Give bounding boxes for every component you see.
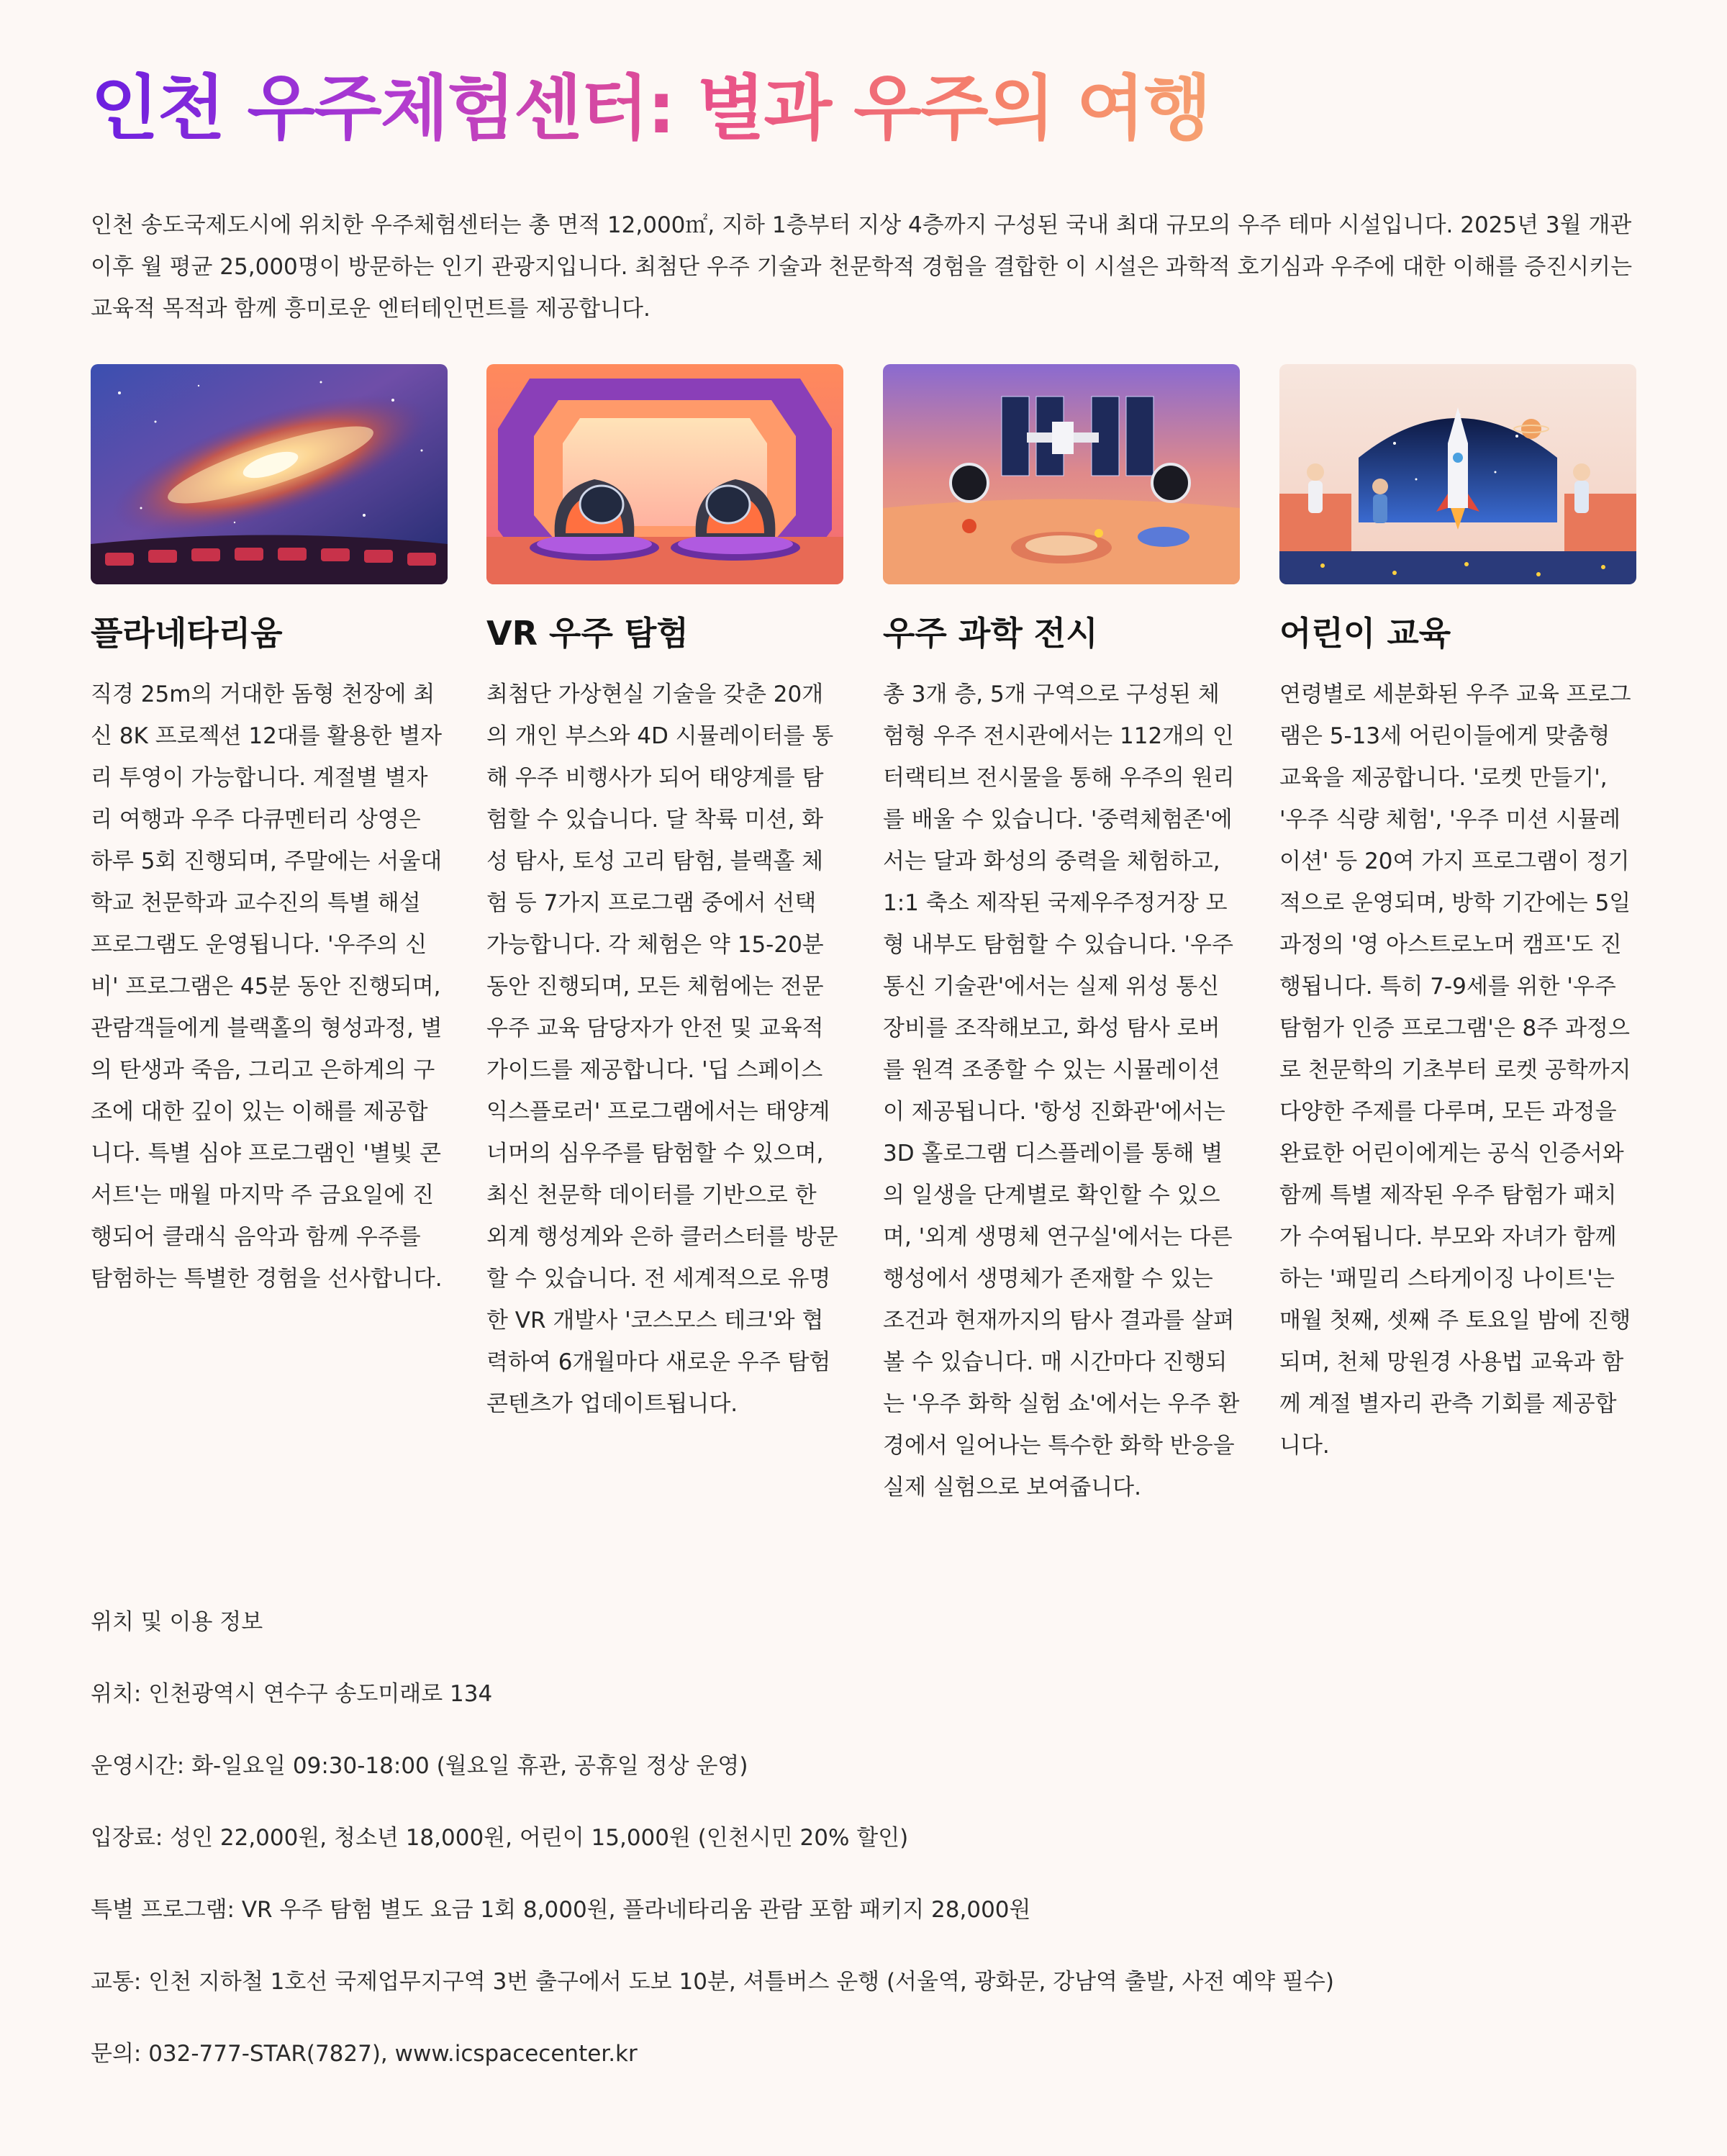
card-heading: VR 우주 탐험 [486,614,689,653]
info-heading: 위치 및 이용 정보 [91,1609,263,1635]
page-title: 인천 우주체험센터: 별과 우주의 여행 [91,62,1210,155]
feature-card-kids [1279,364,1636,1459]
info-special-programs: 특별 프로그램: VR 우주 탐험 별도 요금 1회 8,000원, 플라네타리움 관람 포함 패키지 28,000원 [91,1897,1031,1923]
card-heading: 플라네타리움 [91,614,283,653]
feature-card-planetarium [91,364,448,1292]
card-body: 최첨단 가상현실 기술을 갖춘 20개의 개인 부스와 4D 시뮬레이터를 통해 우주 비행사가 되어 태양계를 탐험할 수 있습니다. 달 착륙 미션, 화성 탐사, 토성 고리 탐험, 블랙홀 체험 등 7가지 프로그램 중에서 선택 가능합니다. 각 체험은 약 15-20분 동안 진행되며, 모든 체험에는 전문 우주 교육 담당자가 안전 및 교육적 가이드를 제공합니다. '딥 스페이스 익스플로러' 프로그램에서는 태양계 너머의 심우주를 탐험할 수 있으며, 최신 천문학 데이터를 기반으로 한 외계 행성계와 은하 클러스터를 방문할 수 있습니다. 전 세계적으로 유명한 VR 개발사 '코스모스 테크'와 협력하여 6개월마다 새로운 우주 탐험 콘텐츠가 업데이트됩니다. [486,681,838,1417]
card-heading: 우주 과학 전시 [883,614,1098,653]
vr-pods-image [486,364,843,584]
kids-rocket-classroom-image [1279,364,1636,584]
card-body: 연령별로 세분화된 우주 교육 프로그램은 5-13세 어린이들에게 맞춤형 교육을 제공합니다. '로켓 만들기', '우주 식량 체험', '우주 미션 시뮬레이션' 등 20여 가지 프로그램이 정기적으로 운영되며, 방학 기간에는 5일 과정의 '영 아스트로노머 캠프'도 진행됩니다. 특히 7-9세를 위한 '우주 탐험가 인증 프로그램'은 8주 과정으로 천문학의 기초부터 로켓 공학까지 다양한 주제를 다루며, 모든 과정을 완료한 어린이에게는 공식 인증서와 함께 특별 제작된 우주 탐험가 패치가 수여됩니다. 부모와 자녀가 함께하는 '패밀리 스타게이징 나이트'는 매월 첫째, 셋째 주 토요일 밤에 진행되며, 천체 망원경 사용법 교육과 함께 계절 별자리 관측 기회를 제공합니다. [1279,681,1631,1459]
info-transport: 교통: 인천 지하철 1호선 국제업무지구역 3번 출구에서 도보 10분, 셔틀버스 운행 (서울역, 광화문, 강남역 출발, 사전 예약 필수) [91,1969,1334,1995]
intro-paragraph: 인천 송도국제도시에 위치한 우주체험센터는 총 면적 12,000㎡, 지하 1층부터 지상 4층까지 구성된 국내 최대 규모의 우주 테마 시설입니다. 2025년 3월 개관 이후 월 평균 25,000명이 방문하는 인기 관광지입니다. 최첨단 우주 기술과 천문학적 경험을 결합한 이 시설은 과학적 호기심과 우주에 대한 이해를 증진시키는 교육적 목적과 함께 흥미로운 엔터테인먼트를 제공합니다. [91,212,1633,322]
info-hours: 운영시간: 화-일요일 09:30-18:00 (월요일 휴관, 공휴일 정상 운영) [91,1753,748,1779]
info-contact: 문의: 032-777-STAR(7827), www.icspacecenter.kr [91,2041,638,2067]
info-fees: 입장료: 성인 22,000원, 청소년 18,000원, 어린이 15,000원 (인천시민 20% 할인) [91,1825,909,1851]
card-heading: 어린이 교육 [1279,614,1451,653]
info-location: 위치: 인천광역시 연수구 송도미래로 134 [91,1681,493,1707]
planetarium-dome-image [91,364,448,584]
feature-cards [91,364,1636,1587]
space-station-exhibit-image [883,364,1240,584]
feature-card-vr [486,364,843,1417]
feature-card-science [883,364,1240,1500]
card-body: 직경 25m의 거대한 돔형 천장에 최신 8K 프로젝션 12대를 활용한 별자리 투영이 가능합니다. 계절별 별자리 여행과 우주 다큐멘터리 상영은 하루 5회 진행되며, 주말에는 서울대학교 천문학과 교수진의 특별 해설 프로그램도 운영됩니다. '우주의 신비' 프로그램은 45분 동안 진행되며, 관람객들에게 블랙홀의 형성과정, 별의 탄생과 죽음, 그리고 은하계의 구조에 대한 깊이 있는 이해를 제공합니다. 특별 심야 프로그램인 '별빛 콘서트'는 매월 마지막 주 금요일에 진행되어 클래식 음악과 함께 우주를 탐험하는 특별한 경험을 선사합니다. [91,681,443,1292]
card-body: 총 3개 층, 5개 구역으로 구성된 체험형 우주 전시관에서는 112개의 인터랙티브 전시물을 통해 우주의 원리를 배울 수 있습니다. '중력체험존'에서는 달과 화성의 중력을 체험하고, 1:1 축소 제작된 국제우주정거장 모형 내부도 탐험할 수 있습니다. '우주 통신 기술관'에서는 실제 위성 통신 장비를 조작해보고, 화성 탐사 로버를 원격 조종할 수 있는 시뮬레이션이 제공됩니다. '항성 진화관'에서는 3D 홀로그램 디스플레이를 통해 별의 일생을 단계별로 확인할 수 있으며, '외계 생명체 연구실'에서는 다른 행성에서 생명체가 존재할 수 있는 조건과 현재까지의 탐사 결과를 살펴볼 수 있습니다. 매 시간마다 진행되는 '우주 화학 실험 쇼'에서는 우주 환경에서 일어나는 특수한 화학 반응을 실제 실험으로 보여줍니다. [883,681,1240,1500]
